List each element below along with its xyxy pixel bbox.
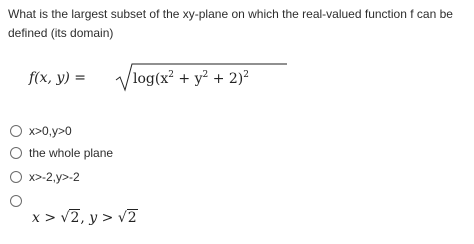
sqrt-sign-1: √	[60, 210, 70, 226]
radicand-part-1: log(x	[133, 71, 169, 87]
question-line-2: defined (its domain)	[8, 26, 114, 40]
option-2-label: the whole plane	[29, 146, 114, 160]
math-comma: ,	[80, 210, 90, 226]
option-4-math	[32, 209, 138, 226]
radio-button-3[interactable]	[10, 171, 22, 183]
math-gt-2: >	[97, 210, 118, 226]
formula-radicand	[133, 70, 249, 87]
formula-lhs: f(x, y) =	[29, 70, 86, 86]
exponent-1: 2	[168, 70, 174, 80]
radio-button-1[interactable]	[10, 125, 22, 137]
sqrt-radicand-2: 2	[127, 210, 137, 226]
question-line-1: What is the largest subset of the xy-plane on which the real-valued function f can be	[8, 7, 453, 21]
radio-button-4[interactable]	[10, 195, 22, 207]
math-y: y	[89, 210, 98, 226]
math-gt-1: >	[39, 210, 61, 226]
exponent-3: 2	[243, 70, 249, 80]
math-x: x	[32, 210, 40, 226]
option-1-label: x>0,y>0	[29, 124, 72, 138]
question-text	[8, 5, 470, 43]
radicand-part-2: + y	[173, 71, 203, 87]
exponent-2: 2	[202, 70, 209, 80]
sqrt-sign-2: √	[117, 210, 127, 226]
radicand-part-3: + 2)	[208, 71, 244, 87]
radio-button-2[interactable]	[10, 147, 22, 159]
option-3-label: x>-2,y>-2	[29, 170, 80, 184]
sqrt-radicand-1: 2	[70, 210, 80, 226]
